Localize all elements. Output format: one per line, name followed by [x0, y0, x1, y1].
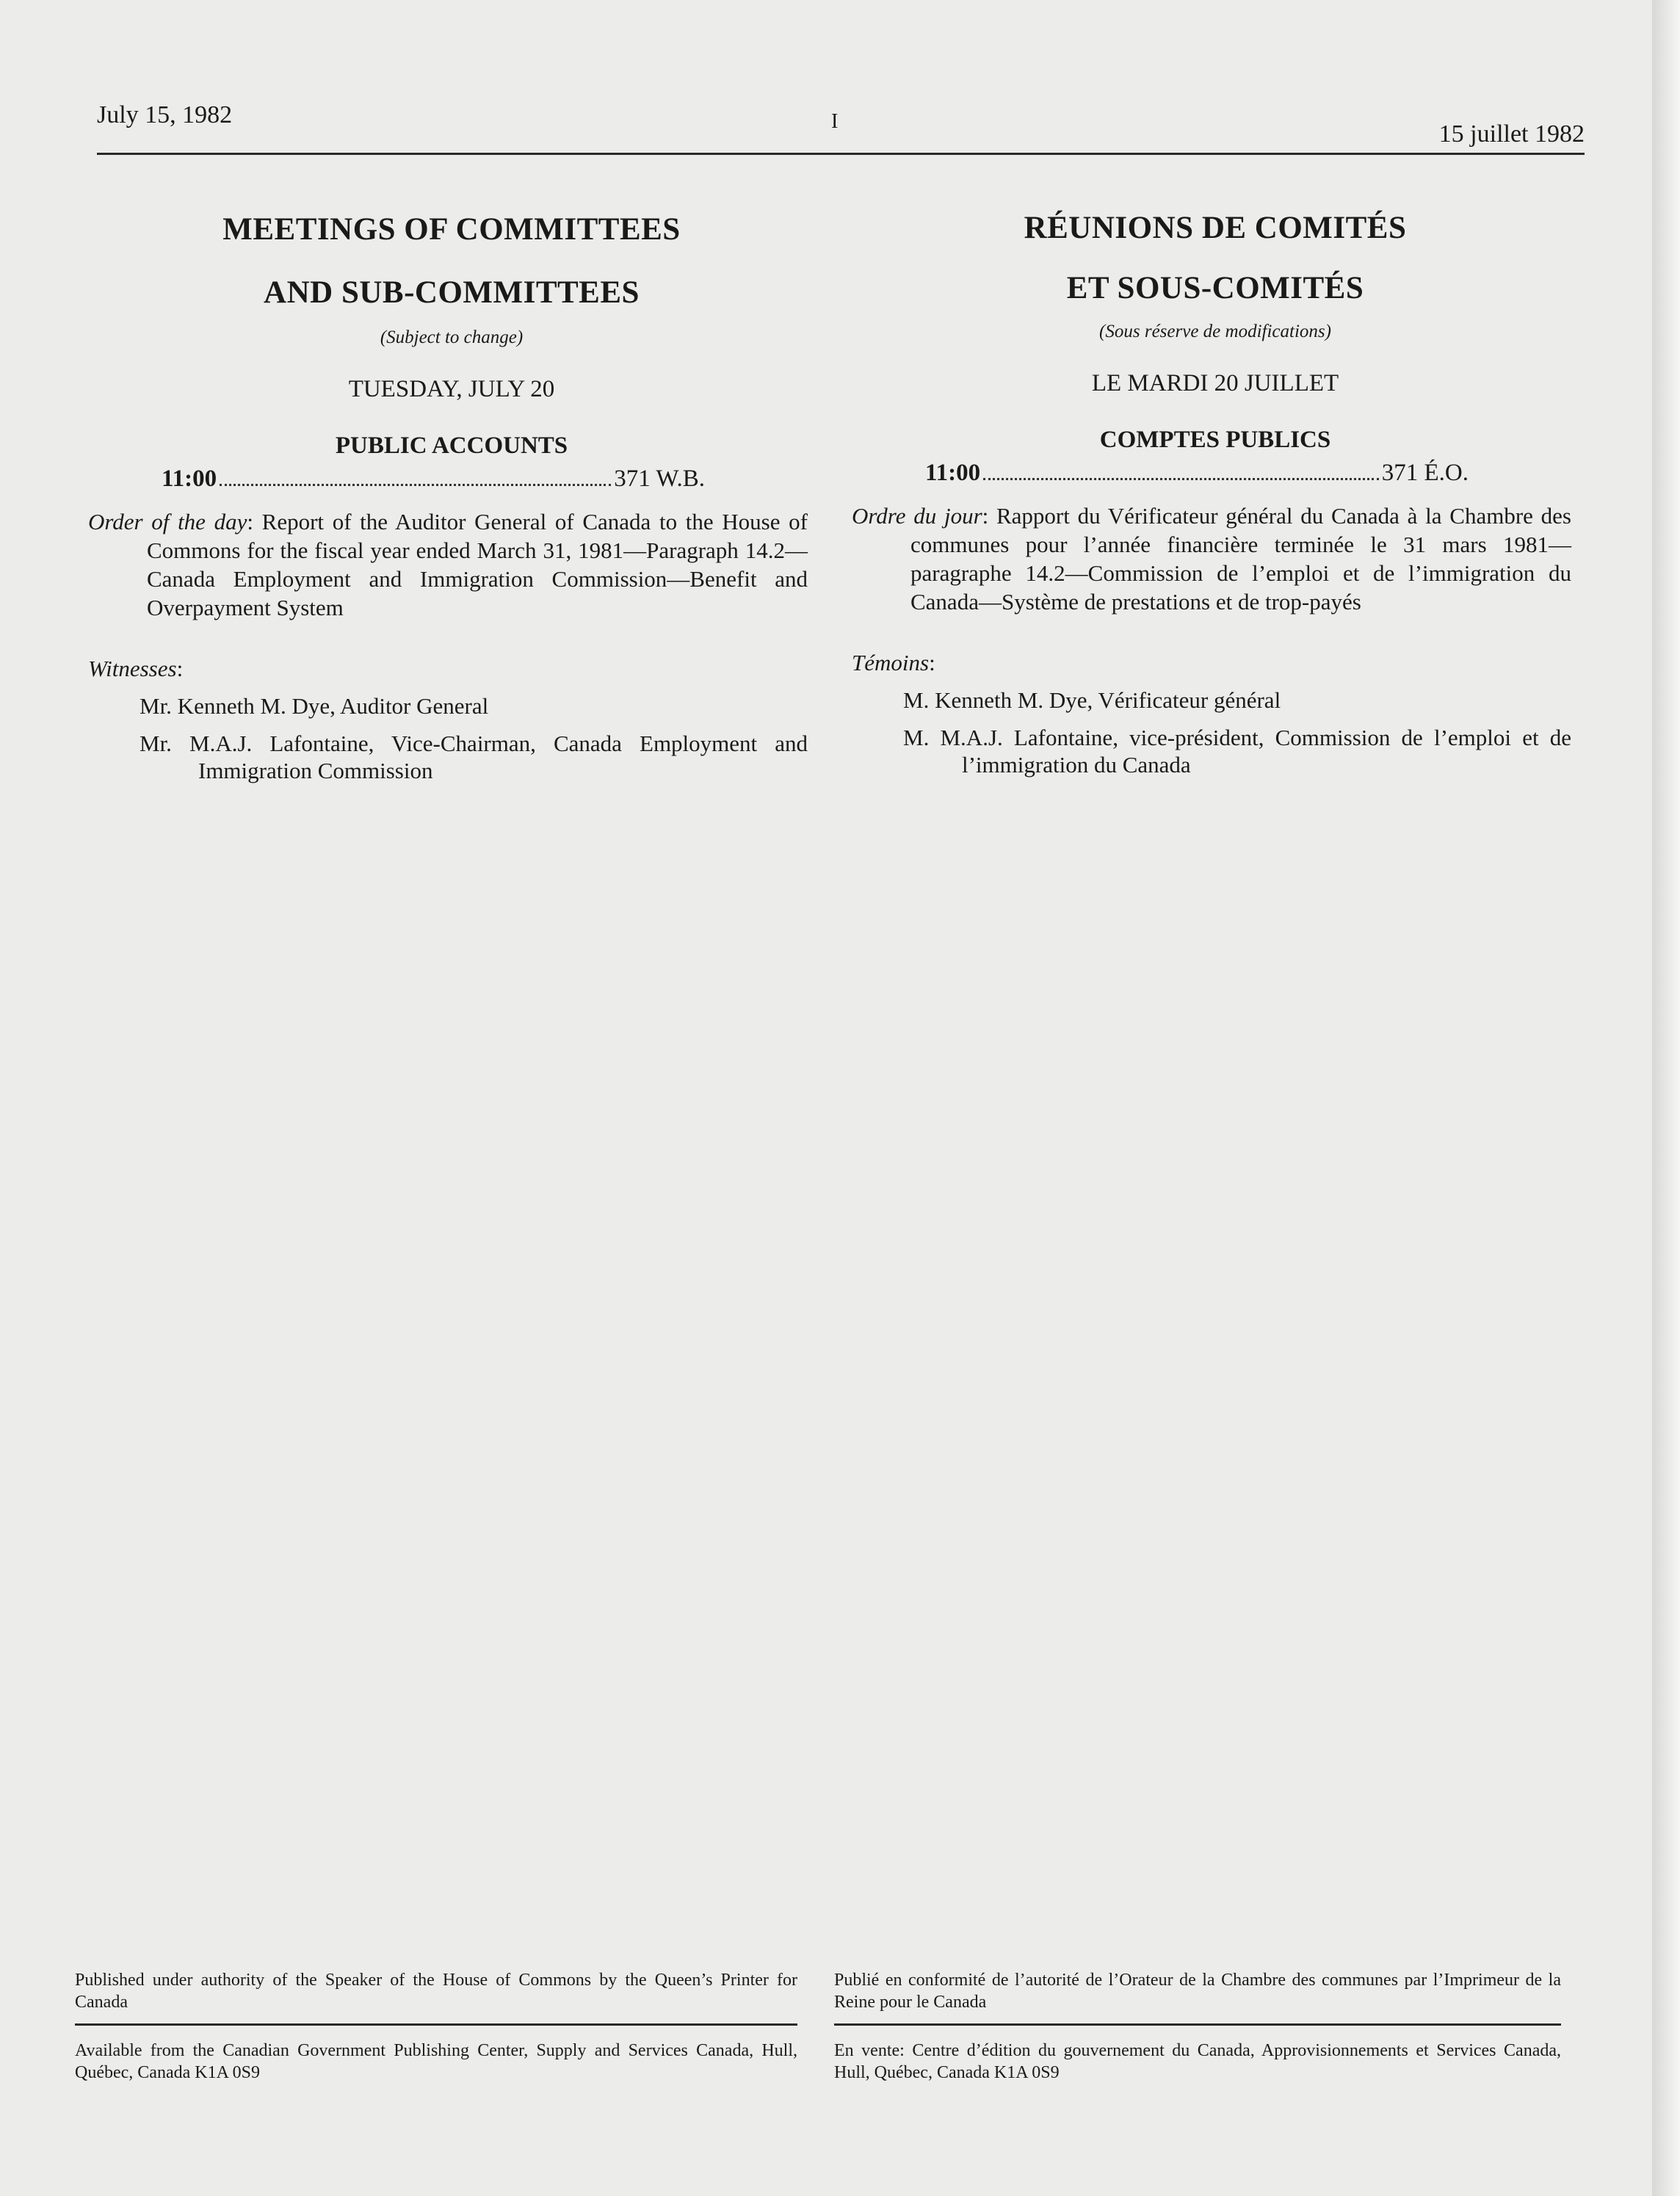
witnesses-heading: [852, 650, 1579, 676]
committee-name: COMPTES PUBLICS: [1099, 427, 1331, 453]
header-date-en: July 15, 1982: [97, 101, 233, 128]
meeting-date: TUESDAY, JULY 20: [348, 376, 555, 402]
footer-available-en: Available from the Canadian Government Publishing Center, Supply and Services Canada, Hull, Québec, Canada K1A 0S9: [75, 2041, 797, 2082]
page-header: [97, 100, 1585, 155]
time-room-line: [88, 465, 815, 493]
order-text: : Rapport du Vérificateur général du Canada à la Chambre des communes pour l’année financière terminée le 31 mars 1981—paragraphe 14.2—Commission de l’emploi et de l’immigration du Canada—Système de prestations et de trop-payés: [910, 503, 1571, 615]
subject-note: (Subject to change): [380, 327, 524, 347]
witness-2: M. M.A.J. Lafontaine, vice-président, Commission de l’emploi et de l’immigration du Canada: [903, 725, 1571, 778]
witness-1: Mr. Kenneth M. Dye, Auditor General: [140, 693, 489, 719]
english-column: [88, 198, 815, 784]
title-line-2: AND SUB-COMMITTEES: [264, 275, 640, 310]
witness-2: Mr. M.A.J. Lafontaine, Vice-Chairman, Canada Employment and Immigration Commission: [140, 731, 808, 783]
witnesses-label: Witnesses: [88, 656, 177, 681]
meeting-date: LE MARDI 20 JUILLET: [1091, 370, 1339, 396]
page-edge: [1652, 0, 1680, 2196]
dot-leader: [983, 478, 1379, 480]
footer-divider-left: [75, 2023, 797, 2026]
page-number: I: [831, 110, 839, 133]
witnesses-colon: :: [929, 650, 935, 675]
subject-note: (Sous réserve de modifications): [1099, 322, 1331, 341]
order-of-the-day: [852, 501, 1579, 616]
footer-published-fr: Publié en conformité de l’autorité de l’Orateur de la Chambre des communes par l’Imprimeur de la Reine pour le Canada: [834, 1971, 1561, 2012]
order-of-the-day: [88, 507, 815, 622]
footer-available-fr: En vente: Centre d’édition du gouvernement du Canada, Approvisionnements et Services Canada, Hull, Québec, Canada K1A 0S9: [834, 2041, 1561, 2082]
witnesses-label: Témoins: [852, 650, 930, 675]
title-line-1: MEETINGS OF COMMITTEES: [222, 212, 681, 247]
french-column: [852, 198, 1579, 778]
witnesses-heading: [88, 656, 815, 682]
dot-leader: [220, 484, 611, 486]
title-line-2: ET SOUS-COMITÉS: [1066, 271, 1364, 305]
order-text: : Report of the Auditor General of Canada to the House of Commons for the fiscal year ended March 31, 1981—Paragraph 14.2—Canada Employment and Immigration Commission—Benefit and Overpayment System: [147, 509, 808, 620]
footer-published-en: Published under authority of the Speaker of the House of Commons by the Queen’s Printer for Canada: [75, 1971, 797, 2012]
time-room-line: [852, 460, 1579, 487]
meeting-room: 371 É.O.: [1381, 460, 1469, 486]
committee-name: PUBLIC ACCOUNTS: [335, 432, 568, 459]
witness-1: M. Kenneth M. Dye, Vérificateur général: [903, 687, 1281, 713]
witnesses-colon: :: [176, 656, 184, 681]
meeting-time: 11:00: [162, 465, 217, 492]
order-label: Ordre du jour: [852, 503, 982, 529]
header-date-fr: 15 juillet 1982: [1438, 120, 1585, 148]
footer-divider-right: [834, 2023, 1561, 2026]
title-line-1: RÉUNIONS DE COMITÉS: [1024, 211, 1407, 245]
meeting-time: 11:00: [925, 460, 981, 486]
order-label: Order of the day: [88, 509, 247, 534]
meeting-room: 371 W.B.: [614, 465, 705, 492]
